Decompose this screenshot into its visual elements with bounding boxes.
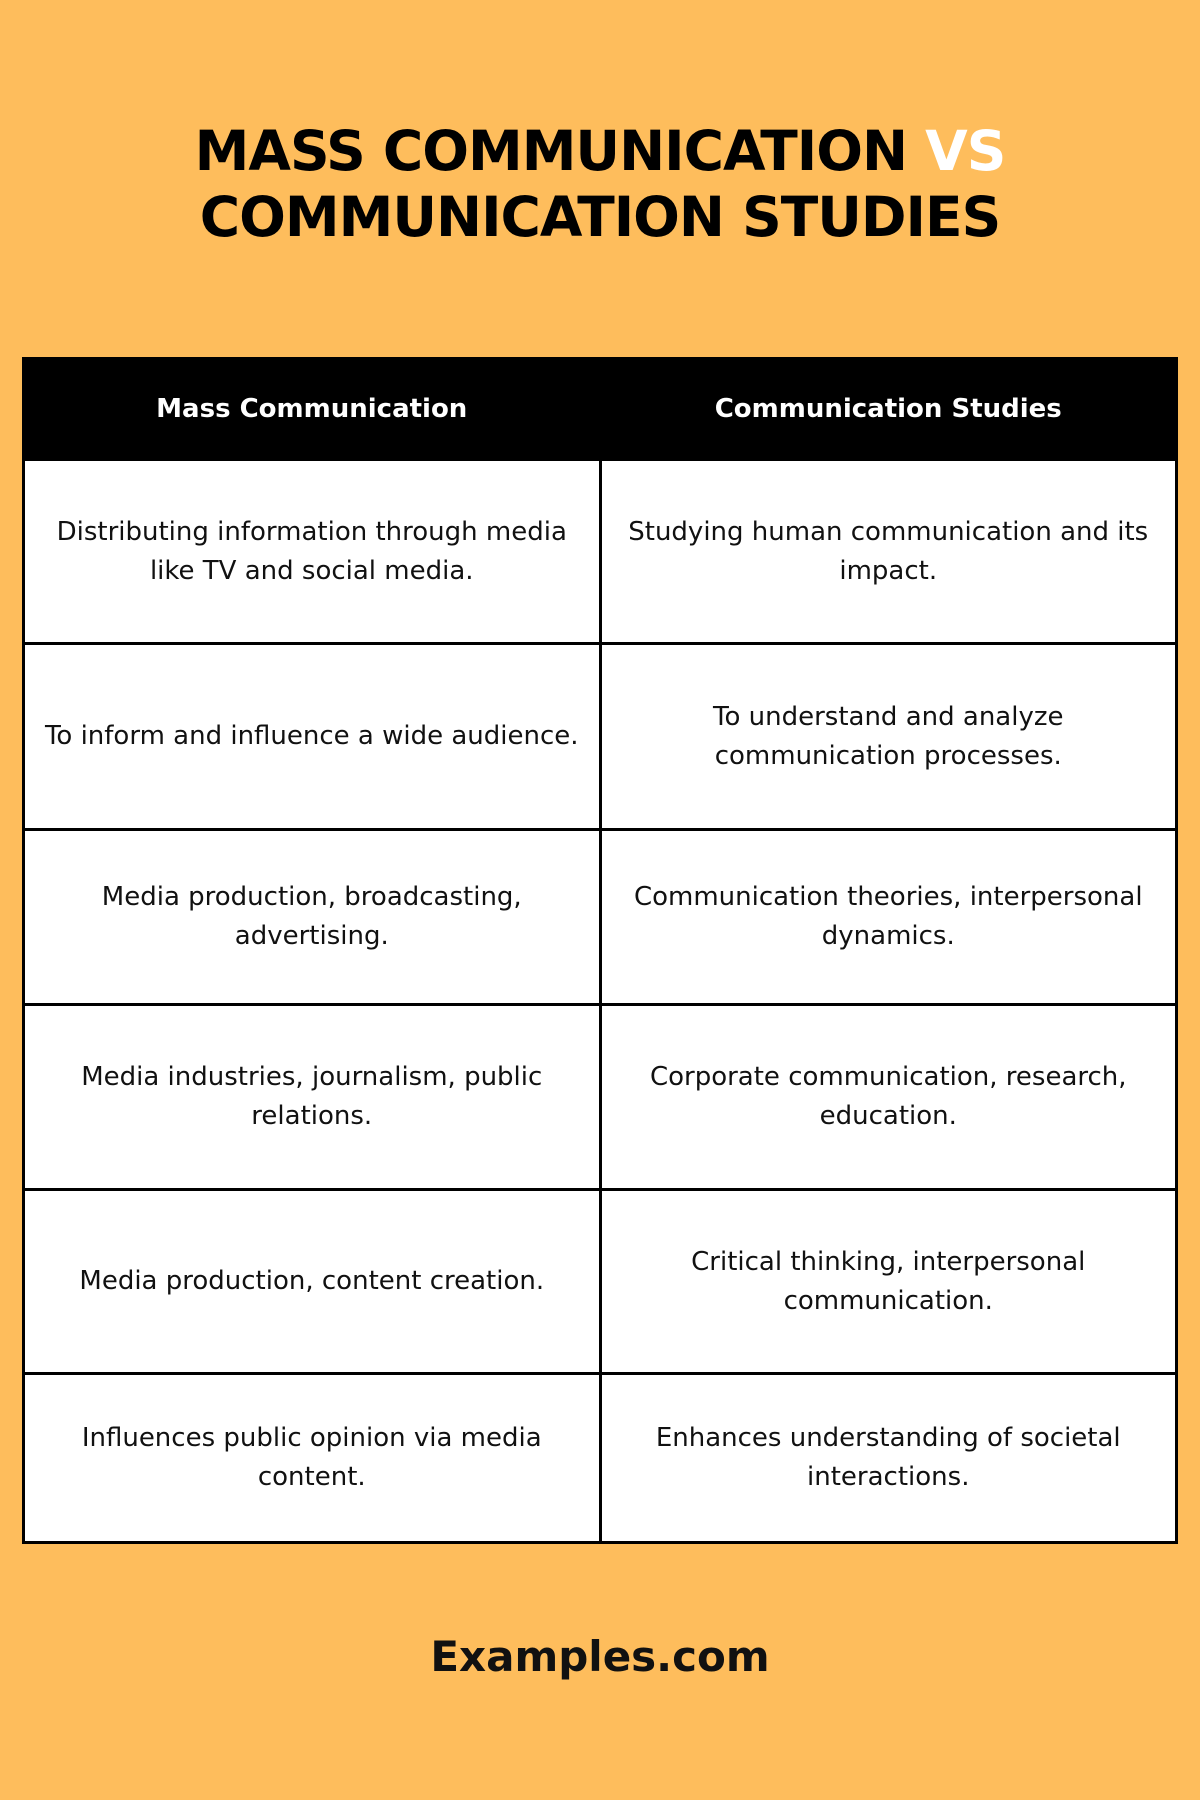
comparison-table bbox=[22, 357, 1178, 1544]
table-row bbox=[24, 460, 1177, 644]
page-title bbox=[0, 118, 1200, 250]
table-row bbox=[24, 1190, 1177, 1374]
table-row bbox=[24, 1005, 1177, 1190]
title-part-mass-communication: MASS COMMUNICATION bbox=[194, 119, 908, 183]
footer-brand: Examples.com bbox=[430, 1632, 770, 1681]
header-communication-studies: Communication Studies bbox=[600, 359, 1177, 460]
table-cell: Communication theories, interpersonal dynamics. bbox=[600, 830, 1177, 1005]
table-row bbox=[24, 830, 1177, 1005]
table-cell: Distributing information through media like TV and social media. bbox=[24, 460, 601, 644]
header-mass-communication: Mass Communication bbox=[24, 359, 601, 460]
title-part-communication-studies: COMMUNICATION STUDIES bbox=[199, 185, 1001, 249]
table-cell: Critical thinking, interpersonal communication. bbox=[600, 1190, 1177, 1374]
table-cell: To understand and analyze communication processes. bbox=[600, 644, 1177, 830]
table-cell: Media production, broadcasting, advertising. bbox=[24, 830, 601, 1005]
table-header-row bbox=[24, 359, 1177, 460]
table-row bbox=[24, 1374, 1177, 1543]
table-row bbox=[24, 644, 1177, 830]
table-cell: Corporate communication, research, education. bbox=[600, 1005, 1177, 1190]
table-cell: Media production, content creation. bbox=[24, 1190, 601, 1374]
table-cell: To inform and influence a wide audience. bbox=[24, 644, 601, 830]
table-cell: Media industries, journalism, public relations. bbox=[24, 1005, 601, 1190]
title-vs: VS bbox=[925, 119, 1006, 183]
table-cell: Enhances understanding of societal interactions. bbox=[600, 1374, 1177, 1543]
table-cell: Influences public opinion via media content. bbox=[24, 1374, 601, 1543]
table-cell: Studying human communication and its impact. bbox=[600, 460, 1177, 644]
